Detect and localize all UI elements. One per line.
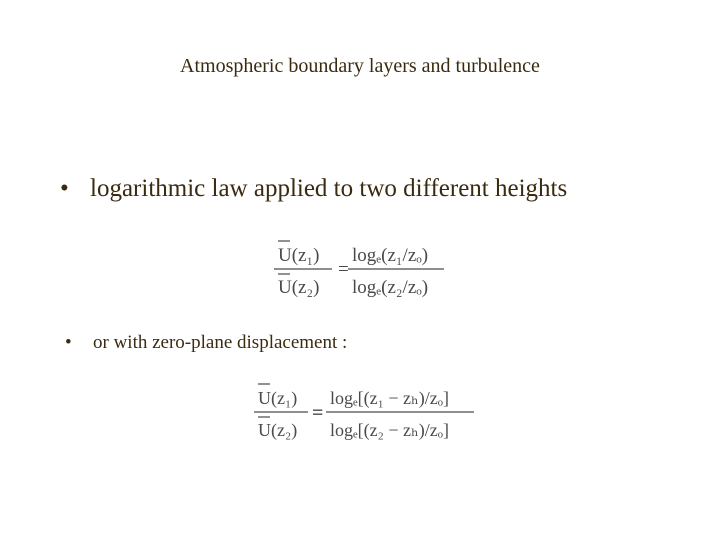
- equation-log-law-ratio: [268, 236, 448, 302]
- eq2-lhs-numerator: U(z₁): [258, 388, 298, 408]
- eq2-lhs-denominator: U(z₂): [258, 420, 298, 440]
- bullet-text: or with zero-plane displacement :: [93, 332, 348, 353]
- bullet-logarithmic-law: [60, 175, 567, 203]
- eq2-equals: =: [312, 402, 324, 424]
- eq1-rhs-denominator: logₑ(z₂/zₒ): [352, 277, 429, 298]
- bullet-zero-plane: [65, 332, 347, 354]
- eq1-lhs-numerator: U(z₁): [278, 245, 320, 266]
- eq1-lhs-denominator: U(z₂): [278, 277, 320, 298]
- bullet-text: logarithmic law applied to two different heights: [90, 175, 568, 202]
- eq2-rhs-numerator: logₑ[(z₁ − zₕ)/zₒ]: [330, 388, 449, 408]
- slide-title: Atmospheric boundary layers and turbulence: [180, 55, 540, 77]
- eq1-equals: =: [338, 259, 349, 280]
- bullet-marker: •: [65, 332, 72, 353]
- bullet-marker: •: [60, 175, 69, 202]
- eq2-rhs-denominator: logₑ[(z₂ − zₕ)/zₒ]: [330, 420, 449, 440]
- equation-zero-plane-ratio: [250, 380, 480, 444]
- eq1-rhs-numerator: logₑ(z₁/zₒ): [352, 245, 429, 266]
